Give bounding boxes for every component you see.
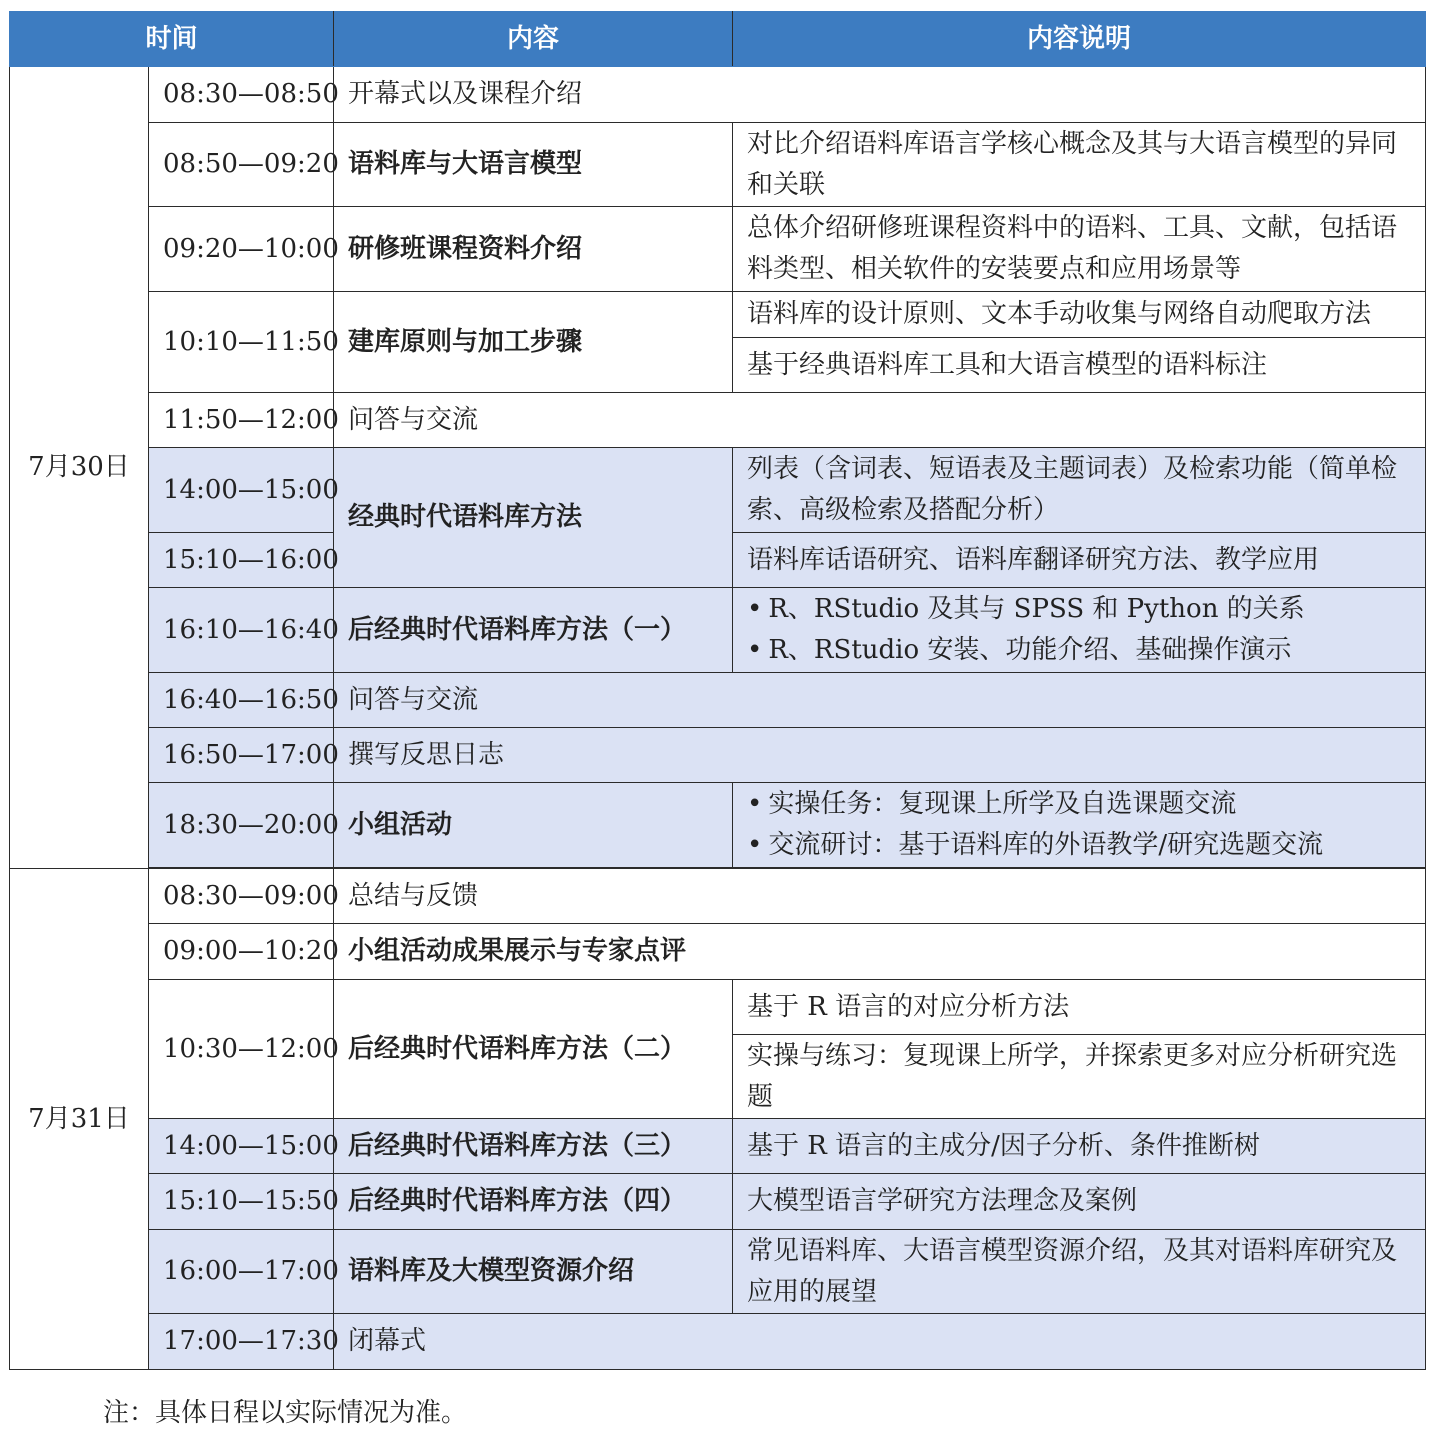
topic-cell: 后经典时代语料库方法（四） — [334, 1174, 733, 1230]
time-cell: 15:10—15:50 — [149, 1174, 334, 1230]
topic-cell: 经典时代语料库方法 — [334, 448, 733, 588]
time-cell: 08:30—08:50 — [149, 67, 334, 123]
table-row — [10, 869, 1426, 924]
bullet-item: • 交流研讨：基于语料库的外语教学/研究选题交流 — [747, 825, 1411, 866]
schedule-table — [9, 11, 1426, 1370]
description-cell: 大模型语言学研究方法理念及案例 — [733, 1174, 1426, 1230]
table-row — [10, 1314, 1426, 1370]
table-row — [10, 1230, 1426, 1314]
bullet-item: • R、RStudio 及其与 SPSS 和 Python 的关系 — [747, 589, 1411, 630]
table-row — [10, 588, 1426, 673]
table-row — [10, 123, 1426, 207]
time-cell: 18:30—20:00 — [149, 783, 334, 868]
description-cell: 基于 R 语言的主成分/因子分析、条件推断树 — [733, 1119, 1426, 1174]
description-cell: 常见语料库、大语言模型资源介绍，及其对语料库研究及应用的展望 — [733, 1230, 1426, 1314]
time-cell: 08:50—09:20 — [149, 123, 334, 207]
topic-cell: 总结与反馈 — [334, 869, 1426, 924]
time-cell: 17:00—17:30 — [149, 1314, 334, 1370]
topic-cell: 开幕式以及课程介绍 — [334, 67, 1426, 123]
header-description: 内容说明 — [733, 12, 1426, 67]
topic-cell: 建库原则与加工步骤 — [334, 292, 733, 393]
table-row — [10, 980, 1426, 1035]
time-cell: 10:10—11:50 — [149, 292, 334, 393]
header-time: 时间 — [10, 12, 334, 67]
topic-cell: 研修班课程资料介绍 — [334, 207, 733, 292]
header-content: 内容 — [334, 12, 733, 67]
topic-cell: 后经典时代语料库方法（三） — [334, 1119, 733, 1174]
time-cell: 16:10—16:40 — [149, 588, 334, 673]
description-cell: 列表（含词表、短语表及主题词表）及检索功能（简单检索、高级检索及搭配分析） — [733, 448, 1426, 533]
time-cell: 14:00—15:00 — [149, 1119, 334, 1174]
time-cell: 16:40—16:50 — [149, 673, 334, 728]
table-row — [10, 448, 1426, 533]
description-cell: 总体介绍研修班课程资料中的语料、工具、文献，包括语料类型、相关软件的安装要点和应用场景等 — [733, 207, 1426, 292]
time-cell: 09:20—10:00 — [149, 207, 334, 292]
topic-cell: 语料库与大语言模型 — [334, 123, 733, 207]
topic-cell: 后经典时代语料库方法（一） — [334, 588, 733, 673]
time-cell: 16:50—17:00 — [149, 728, 334, 783]
table-row — [10, 67, 1426, 123]
topic-cell: 小组活动 — [334, 783, 733, 868]
table-row — [10, 292, 1426, 338]
time-cell: 10:30—12:00 — [149, 980, 334, 1119]
date-cell: 7月31日 — [10, 869, 149, 1370]
description-cell — [733, 588, 1426, 673]
table-row — [10, 207, 1426, 292]
footnote: 注：具体日程以实际情况为准。 — [103, 1398, 468, 1428]
description-cell: 基于 R 语言的对应分析方法 — [733, 980, 1426, 1035]
description-cell: 基于经典语料库工具和大语言模型的语料标注 — [733, 338, 1426, 393]
topic-cell: 后经典时代语料库方法（二） — [334, 980, 733, 1119]
topic-cell: 撰写反思日志 — [334, 728, 1426, 783]
time-cell: 09:00—10:20 — [149, 924, 334, 980]
time-cell: 14:00—15:00 — [149, 448, 334, 533]
table-row — [10, 783, 1426, 868]
description-cell — [733, 783, 1426, 868]
table-row — [10, 393, 1426, 448]
description-cell: 语料库的设计原则、文本手动收集与网络自动爬取方法 — [733, 292, 1426, 338]
description-cell: 实操与练习：复现课上所学，并探索更多对应分析研究选题 — [733, 1035, 1426, 1119]
description-cell: 语料库话语研究、语料库翻译研究方法、教学应用 — [733, 533, 1426, 588]
table-row — [10, 924, 1426, 980]
topic-cell: 小组活动成果展示与专家点评 — [334, 924, 1426, 980]
time-cell: 11:50—12:00 — [149, 393, 334, 448]
description-cell: 对比介绍语料库语言学核心概念及其与大语言模型的异同和关联 — [733, 123, 1426, 207]
table-row — [10, 728, 1426, 783]
table-row — [10, 1119, 1426, 1174]
bullet-item: • 实操任务：复现课上所学及自选课题交流 — [747, 784, 1411, 825]
table-row — [10, 673, 1426, 728]
time-cell: 16:00—17:00 — [149, 1230, 334, 1314]
table-row — [10, 1174, 1426, 1230]
date-cell: 7月30日 — [10, 67, 149, 869]
topic-cell: 闭幕式 — [334, 1314, 1426, 1370]
topic-cell: 问答与交流 — [334, 673, 1426, 728]
topic-cell: 语料库及大模型资源介绍 — [334, 1230, 733, 1314]
bullet-item: • R、RStudio 安装、功能介绍、基础操作演示 — [747, 630, 1411, 671]
time-cell: 08:30—09:00 — [149, 869, 334, 924]
topic-cell: 问答与交流 — [334, 393, 1426, 448]
time-cell: 15:10—16:00 — [149, 533, 334, 588]
